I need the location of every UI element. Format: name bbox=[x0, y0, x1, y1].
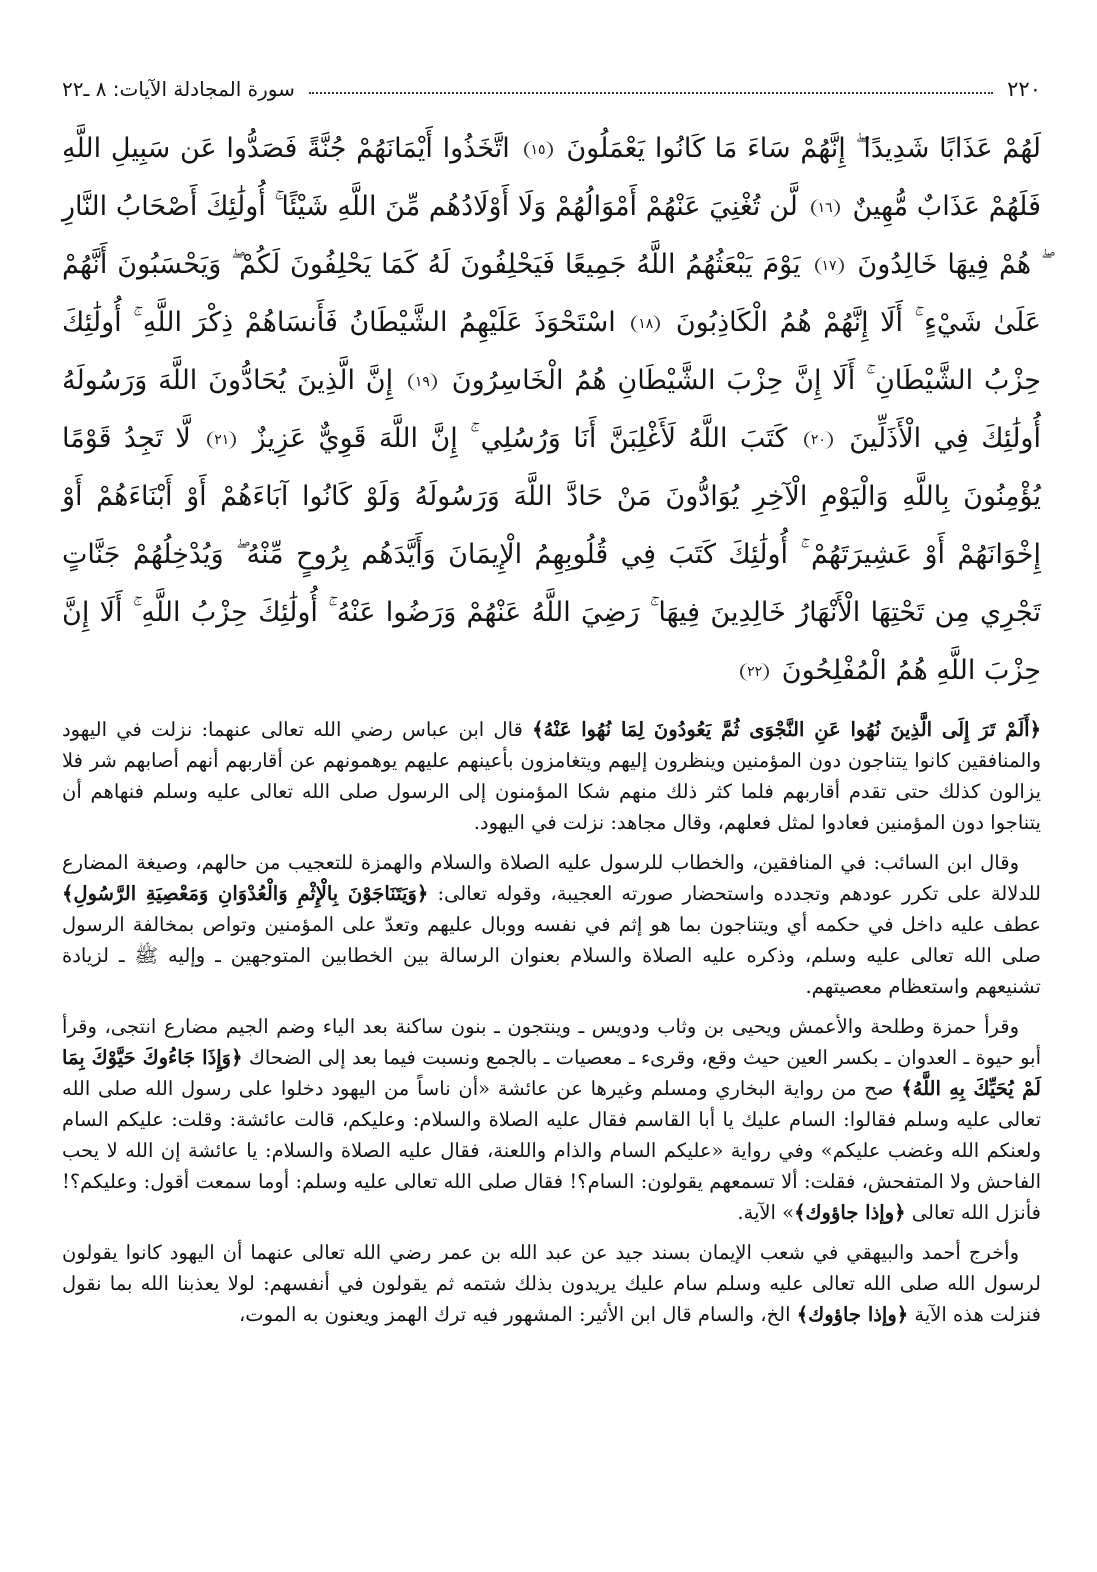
quote-wa-idha-jaooka-full: ﴿وَإِذَا جَاءُوكَ حَيَّوْكَ بِمَا لَمْ يُحَيِّكَ بِهِ اللَّهُ﴾ bbox=[62, 1046, 1041, 1100]
paragraph-4-text-a: وأخرج أحمد والبيهقي في شعب الإيمان بسند جيد عن عبد الله بن عمر رضي الله تعالى عنهما أن اليهود كانوا يقولون لرسول الله صلى الله تعالى عليه وسلم سام عليك يريدون بذلك شتمه ثم يقولون في أنفسهم: لولا يعذبنا الله بما نقول فنزلت هذه الآية bbox=[62, 1241, 1041, 1326]
page-header bbox=[62, 72, 1041, 106]
quran-text-block bbox=[62, 120, 1041, 700]
commentary-paragraph-2 bbox=[62, 847, 1041, 1002]
ayah-marker-17: ١٧ bbox=[815, 257, 844, 275]
paragraph-2-text-b: عطف عليه داخل في حكمه أي ويتناجون بما هو إثم في نفسه ووبال عليهم وتعدّ على المؤمنين وتواص بمخالفة الرسول صلى الله تعالى عليه وسلم، وذكره عليه الصلاة والسلام بعنوان الرسالة بين الخطابين المتوجهين ـ وإليه ﷺ ـ لزيادة تشنيعهم واستعظام معصيتهم. bbox=[62, 913, 1041, 998]
commentary-paragraph-3 bbox=[62, 1011, 1041, 1228]
quote-yatanajawn: ﴿وَيَتَنَاجَوْنَ بِالْإِثْمِ وَالْعُدْوَانِ وَمَعْصِيَةِ الرَّسُولِ﴾ bbox=[62, 882, 429, 905]
verse-22: لَّا تَجِدُ قَوْمًا يُؤْمِنُونَ بِاللَّهِ وَالْيَوْمِ الْآخِرِ يُوَادُّونَ مَنْ حَادَّ اللَّهَ وَرَسُولَهُ وَلَوْ كَانُوا آبَاءَهُمْ أَوْ أَبْنَاءَهُمْ أَوْ إِخْوَانَهُمْ أَوْ عَشِيرَتَهُمْ ۚ أُولَٰئِكَ كَتَبَ فِي قُلُوبِهِمُ الْإِيمَانَ وَأَيَّدَهُم بِرُوحٍ مِّنْهُ ۖ وَيُدْخِلُهُمْ جَنَّاتٍ تَجْرِي مِن تَحْتِهَا الْأَنْهَارُ خَالِدِينَ فِيهَا ۚ رَضِيَ اللَّهُ عَنْهُمْ وَرَضُوا عَنْهُ ۚ أُولَٰئِكَ حِزْبُ اللَّهِ ۚ أَلَا إِنَّ حِزْبَ اللَّهِ هُمُ الْمُفْلِحُونَ bbox=[62, 423, 1041, 686]
ayah-marker-16: ١٦ bbox=[811, 199, 840, 217]
verse-20: إِنَّ الَّذِينَ يُحَادُّونَ اللَّهَ وَرَسُولَهُ أُولَٰئِكَ فِي الْأَذَلِّينَ bbox=[62, 365, 1041, 454]
ayah-marker-15: ١٥ bbox=[524, 141, 553, 159]
paragraph-3-text-b: صح من رواية البخاري ومسلم وغيرها عن عائشة «أن ناساً من اليهود دخلوا على رسول الله صلى الله تعالى عليه وسلم فقالوا: السام عليك يا أبا القاسم فقال عليه الصلاة والسلام: وعليكم، قالت عائشة: وقلت: عليكم السام ولعنكم الله وغضب عليكم» وفي رواية «عليكم السام والذام واللعنة، فقال عليه الصلاة والسلام: يا عائشة إن الله لا يحب الفاحش ولا المتفحش، فقلت: ألا تسمعهم يقولون: السام؟! فقال صلى الله تعالى عليه وسلم: أوما سمعت أقول: وعليكم؟! فأنزل الله تعالى bbox=[62, 1077, 1041, 1224]
header-dotted-leader bbox=[309, 92, 993, 94]
quote-wa-idha-jaooka-short: ﴿وإذا جاؤوك﴾ bbox=[794, 1201, 906, 1224]
paragraph-3-text-c: » الآية. bbox=[737, 1201, 795, 1224]
verse-17: لَّن تُغْنِيَ عَنْهُمْ أَمْوَالُهُمْ وَلَا أَوْلَادُهُم مِّنَ اللَّهِ شَيْئًا ۚ أُولَٰئِكَ أَصْحَابُ النَّارِ ۖ هُمْ فِيهَا خَالِدُونَ bbox=[62, 191, 1041, 280]
ayah-marker-19: ١٩ bbox=[408, 373, 437, 391]
paragraph-3-text-a: وقرأ حمزة وطلحة والأعمش ويحيى بن وثاب ودويس ـ وينتجون ـ بنون ساكنة بعد الياء وضم الجيم مضارع انتجى، وقرأ أبو حيوة ـ العدوان ـ بكسر العين حيث وقع، وقرىء ـ معصيات ـ بالجمع ونسبت فيما بعد إلى الضحاك bbox=[62, 1015, 1041, 1069]
page-number: ٢٢٠ bbox=[1007, 77, 1041, 101]
commentary-block bbox=[62, 714, 1041, 1330]
quote-wa-idha-jaooka-2: ﴿وإذا جاؤوك﴾ bbox=[796, 1303, 909, 1326]
ayah-marker-21: ٢١ bbox=[207, 431, 236, 449]
verse-16: اتَّخَذُوا أَيْمَانَهُمْ جُنَّةً فَصَدُّوا عَن سَبِيلِ اللَّهِ فَلَهُمْ عَذَابٌ مُّهِينٌ bbox=[62, 133, 1041, 222]
paragraph-1-text: قال ابن عباس رضي الله تعالى عنهما: نزلت في اليهود والمنافقين كانوا يتناجون دون المؤمنين وينظرون إليهم ويتغامزون بأعينهم عليهم يوهمونهم عن أقاربهم أنهم أصابهم شر فلا يزالون كذلك حتى تقدم أقاربهم فلما كثر ذلك منهم شكا المؤمنون إلى الرسول صلى الله تعالى عليه وسلم فنهاهم أن يتناجوا دون المؤمنين فعادوا لمثل فعلهم، وقال مجاهد: نزلت في اليهود. bbox=[62, 718, 1041, 834]
running-title: سورة المجادلة الآيات: ٨ ـ٢٢ bbox=[62, 77, 295, 101]
verse-19: اسْتَحْوَذَ عَلَيْهِمُ الشَّيْطَانُ فَأَنسَاهُمْ ذِكْرَ اللَّهِ ۚ أُولَٰئِكَ حِزْبُ الشَّيْطَانِ ۚ أَلَا إِنَّ حِزْبَ الشَّيْطَانِ هُمُ الْخَاسِرُونَ bbox=[62, 307, 1041, 396]
ayah-marker-22: ٢٢ bbox=[740, 663, 769, 681]
verse-18: يَوْمَ يَبْعَثُهُمُ اللَّهُ جَمِيعًا فَيَحْلِفُونَ لَهُ كَمَا يَحْلِفُونَ لَكُمْ ۖ وَيَحْسَبُونَ أَنَّهُمْ عَلَىٰ شَيْءٍ ۚ أَلَا إِنَّهُمْ هُمُ الْكَاذِبُونَ bbox=[62, 249, 1042, 338]
commentary-paragraph-4 bbox=[62, 1237, 1041, 1330]
ayah-marker-20: ٢٠ bbox=[804, 431, 833, 449]
ayah-marker-18: ١٨ bbox=[631, 315, 660, 333]
verse-15-tail: لَهُمْ عَذَابًا شَدِيدًا ۖ إِنَّهُمْ سَاءَ مَا كَانُوا يَعْمَلُونَ bbox=[566, 133, 1041, 164]
commentary-paragraph-1 bbox=[62, 714, 1041, 838]
paragraph-4-text-b: الخ، والسام قال ابن الأثير: المشهور فيه ترك الهمز ويعنون به الموت، bbox=[239, 1303, 797, 1326]
quote-verse-8: ﴿أَلَمْ تَرَ إِلَى الَّذِينَ نُهُوا عَنِ النَّجْوَى ثُمَّ يَعُودُونَ لِمَا نُهُوا عَنْهُ﴾ bbox=[532, 718, 1042, 741]
verse-21: كَتَبَ اللَّهُ لَأَغْلِبَنَّ أَنَا وَرُسُلِي ۚ إِنَّ اللَّهَ قَوِيٌّ عَزِيزٌ bbox=[252, 423, 788, 454]
paragraph-2-text-a: وقال ابن السائب: في المنافقين، والخطاب للرسول عليه الصلاة والسلام والهمزة للتعجيب من حالهم، وصيغة المضارع للدلالة على تكرر عودهم وتجدده واستحضار صورته العجيبة، وقوله تعالى: bbox=[62, 851, 1041, 905]
